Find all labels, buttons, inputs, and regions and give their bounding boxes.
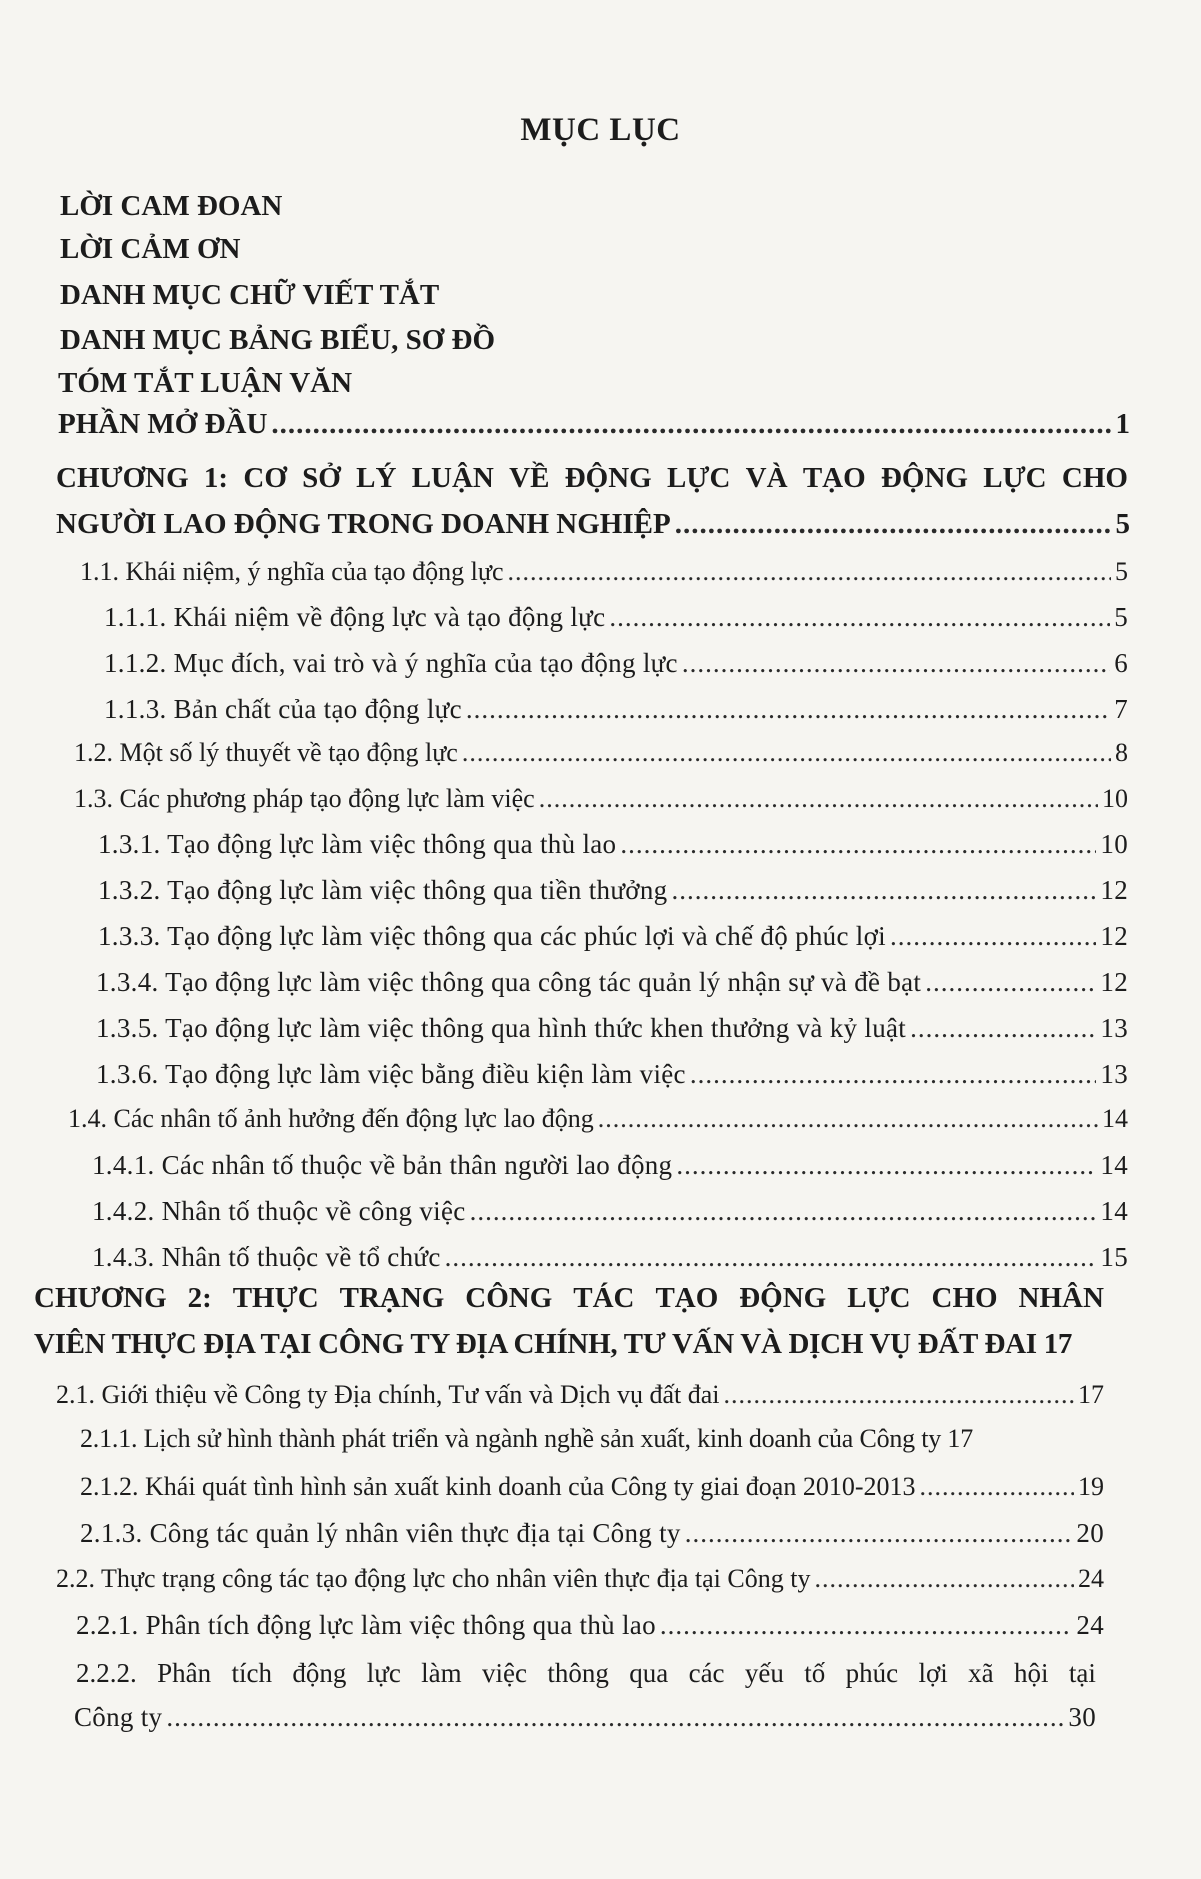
heading-word: CHƯƠNG	[56, 462, 189, 494]
toc-page-number: 13	[1100, 1059, 1128, 1089]
toc-page-number: 14	[1100, 1196, 1128, 1226]
toc-leader-dots	[724, 1380, 1074, 1410]
chapter-2-heading-line-1[interactable]	[34, 1282, 1104, 1315]
chapter-1-heading-line-1[interactable]	[56, 462, 1128, 495]
toc-entry-label: 1.3.6. Tạo động lực làm việc bằng điều kiện làm việc	[96, 1059, 686, 1089]
toc-entry-label: 2.1. Giới thiệu về Công ty Địa chính, Tư vấn và Dịch vụ đất đai	[56, 1380, 720, 1409]
toc-entry[interactable]	[80, 1518, 1104, 1549]
toc-entry-label: Công ty	[74, 1702, 163, 1732]
toc-entry-label: 2.2. Thực trạng công tác tạo động lực cho nhân viên thực địa tại Công ty	[56, 1564, 811, 1593]
heading-word: TẠO	[655, 1282, 719, 1314]
heading-word: LỰC	[667, 462, 731, 494]
toc-entry-abbreviations[interactable]: DANH MỤC CHỮ VIẾT TẮT	[60, 279, 440, 311]
toc-leader-dots	[166, 1702, 1064, 1733]
toc-entry-label: 1.3.4. Tạo động lực làm việc thông qua công tác quản lý nhận sự và đề bạt	[96, 967, 922, 997]
toc-leader-dots	[690, 1059, 1097, 1090]
toc-entry-label: NGƯỜI LAO ĐỘNG TRONG DOANH NGHIỆP	[56, 508, 671, 540]
entry-word: hội	[1013, 1658, 1049, 1688]
toc-page-number: 6	[1114, 648, 1128, 678]
toc-entry-label: 1.4.3. Nhân tố thuộc về tổ chức	[92, 1242, 441, 1272]
page-title: MỤC LỤC	[520, 112, 681, 148]
toc-leader-dots	[598, 1104, 1098, 1134]
toc-entry[interactable]	[98, 875, 1128, 906]
toc-entry[interactable]	[96, 1059, 1128, 1090]
toc-leader-dots	[660, 1610, 1073, 1641]
toc-leader-dots	[920, 1472, 1075, 1502]
heading-word: TÁC	[573, 1282, 635, 1314]
toc-entry[interactable]	[104, 602, 1128, 633]
toc-entry[interactable]	[74, 738, 1128, 768]
toc-leader-dots	[890, 921, 1096, 952]
entry-word: xã	[968, 1658, 994, 1688]
entry-word: 2.2.2.	[76, 1658, 137, 1688]
toc-leader-dots	[925, 967, 1096, 998]
entry-word: phúc	[845, 1658, 899, 1688]
heading-word: CHO	[931, 1282, 998, 1314]
toc-page-number: 5	[1114, 602, 1128, 632]
heading-word: LỰC	[847, 1282, 911, 1314]
entry-word: qua	[629, 1658, 669, 1688]
toc-leader-dots	[539, 784, 1098, 814]
toc-page-number: 5	[1115, 557, 1128, 586]
entry-word: lực	[366, 1658, 401, 1688]
toc-leader-dots	[466, 694, 1110, 725]
heading-word: 1:	[203, 462, 229, 494]
toc-page-number: 24	[1078, 1564, 1104, 1593]
toc-page-number: 7	[1114, 694, 1128, 724]
heading-word: ĐỘNG	[564, 462, 652, 494]
toc-entry[interactable]	[74, 784, 1128, 814]
toc-entry[interactable]	[98, 921, 1128, 952]
toc-leader-dots	[685, 1518, 1073, 1549]
toc-entry-label: 2.1.3. Công tác quản lý nhân viên thực địa tại Công ty	[80, 1518, 681, 1548]
toc-entry-label: 1.4. Các nhân tố ảnh hưởng đến động lực lao động	[68, 1104, 594, 1133]
heading-word: 2:	[187, 1282, 212, 1314]
chapter-1-heading-line-2[interactable]	[56, 508, 1130, 541]
toc-leader-dots	[620, 829, 1096, 860]
toc-page-number: 12	[1100, 921, 1128, 951]
entry-word: tố	[804, 1658, 826, 1688]
entry-word: tích	[231, 1658, 272, 1688]
toc-entry-declaration[interactable]: LỜI CAM ĐOAN	[60, 190, 283, 222]
toc-page-number: 15	[1100, 1242, 1128, 1272]
toc-entry-label: 1.3. Các phương pháp tạo động lực làm việc	[74, 784, 535, 813]
toc-page-number: 5	[1115, 508, 1130, 540]
toc-entry-label: 1.1.1. Khái niệm về động lực và tạo động lực	[104, 602, 606, 632]
toc-entry-label: 1.3.2. Tạo động lực làm việc thông qua tiền thưởng	[98, 875, 668, 905]
heading-word: CÔNG	[465, 1282, 553, 1314]
heading-word: NHÂN	[1018, 1282, 1104, 1314]
toc-page-number: 17	[1078, 1380, 1104, 1409]
toc-entry-label: 1.3.3. Tạo động lực làm việc thông qua các phúc lợi và chế độ phúc lợi	[98, 921, 886, 951]
toc-entry[interactable]	[80, 557, 1128, 587]
entry-word: các	[688, 1658, 725, 1688]
toc-leader-dots	[675, 508, 1112, 541]
heading-word: VÀ	[745, 462, 788, 494]
toc-leader-dots	[508, 557, 1112, 587]
toc-leader-dots	[462, 738, 1111, 768]
toc-leader-dots	[271, 408, 1111, 441]
toc-page-number: 1	[1115, 408, 1130, 440]
toc-leader-dots	[445, 1242, 1097, 1273]
toc-page-number: 30	[1068, 1702, 1096, 1732]
toc-entry[interactable]	[96, 967, 1128, 998]
heading-word: ĐỘNG	[739, 1282, 827, 1314]
entry-word: động	[292, 1658, 347, 1688]
toc-entry-intro[interactable]	[58, 408, 1130, 441]
heading-word: LÝ	[356, 462, 397, 494]
entry-word: yếu	[744, 1658, 784, 1688]
toc-page-number: 12	[1100, 875, 1128, 905]
toc-entry[interactable]: 2.1.1. Lịch sử hình thành phát triển và ngành nghề sản xuất, kinh doanh của Công ty 17	[80, 1424, 974, 1453]
heading-word: LỰC	[983, 462, 1047, 494]
toc-leader-dots	[676, 1150, 1096, 1181]
heading-word: TẠO	[802, 462, 866, 494]
chapter-2-heading-line-2[interactable]: VIÊN THỰC ĐỊA TẠI CÔNG TY ĐỊA CHÍNH, TƯ VẤN VÀ DỊCH VỤ ĐẤT ĐAI 17	[34, 1328, 1073, 1360]
toc-page-number: 10	[1100, 829, 1128, 859]
heading-word: ĐỘNG	[880, 462, 968, 494]
entry-word: tại	[1068, 1658, 1096, 1688]
toc-entry[interactable]	[56, 1380, 1104, 1410]
toc-page-number: 24	[1076, 1610, 1104, 1640]
toc-entry-2-2-2-line-1[interactable]	[76, 1658, 1096, 1689]
toc-entry[interactable]	[76, 1610, 1104, 1641]
toc-entry-label: 2.1.2. Khái quát tình hình sản xuất kinh doanh của Công ty giai đoạn 2010-2013	[80, 1472, 916, 1501]
toc-page-number: 12	[1100, 967, 1128, 997]
toc-entry-label: 1.4.2. Nhân tố thuộc về công việc	[92, 1196, 466, 1226]
toc-entry-2-2-2-line-2[interactable]	[74, 1702, 1096, 1733]
toc-page-number: 10	[1102, 784, 1128, 813]
heading-word: LUẬN	[411, 462, 494, 494]
toc-leader-dots	[609, 602, 1110, 633]
heading-word: SỞ	[302, 462, 341, 494]
entry-word: lợi	[918, 1658, 948, 1688]
toc-entry[interactable]	[92, 1242, 1128, 1273]
toc-entry-summary[interactable]: TÓM TẮT LUẬN VĂN	[58, 367, 353, 399]
toc-leader-dots	[470, 1196, 1097, 1227]
toc-entry-label: 1.4.1. Các nhân tố thuộc về bản thân người lao động	[92, 1150, 673, 1180]
toc-page-number: 13	[1100, 1013, 1128, 1043]
toc-entry-label: 1.2. Một số lý thuyết về tạo động lực	[74, 738, 458, 767]
toc-entry[interactable]	[104, 694, 1128, 725]
toc-leader-dots	[910, 1013, 1096, 1044]
toc-page-number: 14	[1102, 1104, 1128, 1133]
toc-entry[interactable]	[68, 1104, 1128, 1134]
toc-page-number: 8	[1115, 738, 1128, 767]
toc-page-number: 14	[1100, 1150, 1128, 1180]
entry-word: việc	[482, 1658, 528, 1688]
toc-entry-label: 1.1.3. Bản chất của tạo động lực	[104, 694, 462, 724]
heading-word: THỰC	[232, 1282, 319, 1314]
toc-entry[interactable]	[92, 1196, 1128, 1227]
toc-leader-dots	[671, 875, 1096, 906]
toc-entry[interactable]	[80, 1472, 1104, 1502]
toc-entry[interactable]	[104, 648, 1128, 679]
toc-entry-label: 1.3.1. Tạo động lực làm việc thông qua thù lao	[98, 829, 617, 859]
toc-entry[interactable]	[98, 829, 1128, 860]
toc-entry-label: 2.2.1. Phân tích động lực làm việc thông qua thù lao	[76, 1610, 656, 1640]
toc-entry-acknowledgements[interactable]: LỜI CẢM ƠN	[60, 233, 241, 265]
toc-page-number: 19	[1078, 1472, 1104, 1501]
toc-entry-tables-diagrams[interactable]: DANH MỤC BẢNG BIỂU, SƠ ĐỒ	[60, 324, 496, 356]
toc-entry[interactable]	[96, 1013, 1128, 1044]
heading-word: CHƯƠNG	[34, 1282, 167, 1314]
toc-entry-label: 1.1. Khái niệm, ý nghĩa của tạo động lực	[80, 557, 504, 586]
toc-entry[interactable]	[92, 1150, 1128, 1181]
toc-entry-label: 1.1.2. Mục đích, vai trò và ý nghĩa của tạo động lực	[104, 648, 678, 678]
entry-word: Phân	[157, 1658, 212, 1688]
heading-word: TRẠNG	[339, 1282, 445, 1314]
heading-word: VỀ	[509, 462, 550, 494]
entry-word: làm	[421, 1658, 462, 1688]
toc-page-number: 20	[1076, 1518, 1104, 1548]
toc-entry-label: 1.3.5. Tạo động lực làm việc thông qua hình thức khen thưởng và kỷ luật	[96, 1013, 907, 1043]
toc-leader-dots	[682, 648, 1110, 679]
toc-entry[interactable]	[56, 1564, 1104, 1594]
toc-entry-label: PHẦN MỞ ĐẦU	[58, 408, 268, 440]
heading-word: CƠ	[243, 462, 287, 494]
heading-word: CHO	[1061, 462, 1128, 494]
toc-leader-dots	[814, 1564, 1074, 1594]
entry-word: thông	[547, 1658, 609, 1688]
